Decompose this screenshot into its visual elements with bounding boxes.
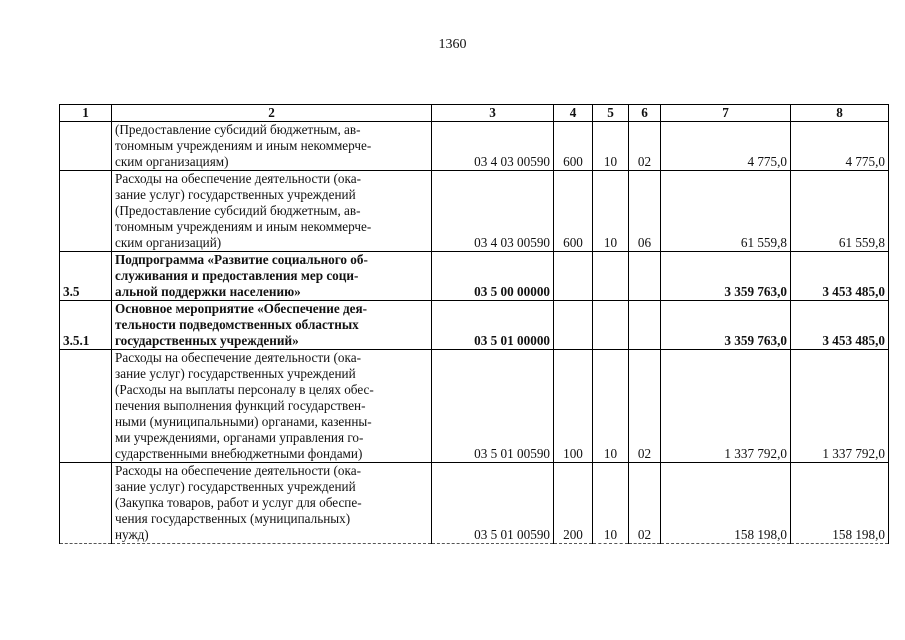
header-cell: 3 (432, 105, 554, 122)
description-line: ными (муниципальными) органами, казенны- (115, 414, 372, 429)
description-line: Подпрограмма «Развитие социального об- (115, 252, 368, 267)
row-sum-2: 3 453 485,0 (791, 301, 889, 350)
description-line: (Предоставление субсидий бюджетным, ав- (115, 122, 361, 137)
description-line: тельности подведомственных областных (115, 317, 359, 332)
row-code: 03 5 01 00000 (432, 301, 554, 350)
table-row (60, 171, 889, 252)
header-cell: 1 (60, 105, 112, 122)
table-body (60, 122, 889, 544)
description-line: Расходы на обеспечение деятельности (ока- (115, 350, 361, 365)
row-vr (554, 301, 593, 350)
description-line: Основное мероприятие «Обеспечение дея- (115, 301, 368, 316)
row-description (112, 171, 432, 252)
row-code: 03 4 03 00590 (432, 171, 554, 252)
row-code: 03 5 01 00590 (432, 350, 554, 463)
table-row (60, 252, 889, 301)
description-line: альной поддержки населению» (115, 284, 301, 299)
description-line: зание услуг) государственных учреждений (115, 479, 356, 494)
row-rz (593, 252, 629, 301)
row-description (112, 350, 432, 463)
description-line: (Расходы на выплаты персоналу в целях обес- (115, 382, 374, 397)
header-cell: 6 (629, 105, 661, 122)
row-number (60, 463, 112, 544)
row-sum-1: 4 775,0 (661, 122, 791, 171)
description-line: зание услуг) государственных учреждений (115, 366, 356, 381)
row-number (60, 350, 112, 463)
row-number: 3.5.1 (60, 301, 112, 350)
description-line: государственных учреждений» (115, 333, 299, 348)
table-row (60, 350, 889, 463)
row-vr (554, 252, 593, 301)
description-line: тономным учреждениям и иным некоммерче- (115, 138, 372, 153)
row-code: 03 5 01 00590 (432, 463, 554, 544)
row-rz: 10 (593, 350, 629, 463)
row-rz (593, 301, 629, 350)
header-cell: 4 (554, 105, 593, 122)
description-line: служивания и предоставления мер соци- (115, 268, 359, 283)
header-row (60, 105, 889, 122)
description-line: ским организациям) (115, 154, 229, 169)
row-sum-2: 4 775,0 (791, 122, 889, 171)
row-sum-2: 61 559,8 (791, 171, 889, 252)
row-pr: 02 (629, 463, 661, 544)
row-pr: 02 (629, 122, 661, 171)
row-vr: 200 (554, 463, 593, 544)
row-rz: 10 (593, 171, 629, 252)
table-row (60, 463, 889, 544)
row-sum-2: 3 453 485,0 (791, 252, 889, 301)
description-line: тономным учреждениям и иным некоммерче- (115, 219, 372, 234)
row-number (60, 122, 112, 171)
row-sum-2: 1 337 792,0 (791, 350, 889, 463)
header-cell: 7 (661, 105, 791, 122)
row-description (112, 252, 432, 301)
description-line: Расходы на обеспечение деятельности (ока- (115, 171, 361, 186)
row-vr: 600 (554, 122, 593, 171)
row-number (60, 171, 112, 252)
row-vr: 100 (554, 350, 593, 463)
row-rz: 10 (593, 463, 629, 544)
row-code: 03 4 03 00590 (432, 122, 554, 171)
budget-table (59, 104, 889, 544)
page-number: 1360 (438, 37, 467, 52)
row-pr (629, 252, 661, 301)
header-cell: 2 (112, 105, 432, 122)
row-rz: 10 (593, 122, 629, 171)
row-number: 3.5 (60, 252, 112, 301)
description-line: зание услуг) государственных учреждений (115, 187, 356, 202)
header-cell: 5 (593, 105, 629, 122)
row-sum-1: 3 359 763,0 (661, 301, 791, 350)
row-description (112, 463, 432, 544)
row-code: 03 5 00 00000 (432, 252, 554, 301)
row-pr (629, 301, 661, 350)
description-line: (Предоставление субсидий бюджетным, ав- (115, 203, 361, 218)
table-row (60, 122, 889, 171)
row-pr: 02 (629, 350, 661, 463)
description-line: сударственными внебюджетными фондами) (115, 446, 363, 461)
description-line: ми учреждениями, органами управления го- (115, 430, 364, 445)
row-description (112, 301, 432, 350)
description-line: Расходы на обеспечение деятельности (ока- (115, 463, 361, 478)
description-line: чения государственных (муниципальных) (115, 511, 351, 526)
description-line: (Закупка товаров, работ и услуг для обеспе- (115, 495, 362, 510)
row-description (112, 122, 432, 171)
row-sum-1: 1 337 792,0 (661, 350, 791, 463)
row-vr: 600 (554, 171, 593, 252)
row-sum-1: 3 359 763,0 (661, 252, 791, 301)
row-sum-1: 61 559,8 (661, 171, 791, 252)
table-row (60, 301, 889, 350)
row-sum-2: 158 198,0 (791, 463, 889, 544)
description-line: ским организаций) (115, 235, 222, 250)
description-line: печения выполнения функций государствен- (115, 398, 366, 413)
description-line: нужд) (115, 527, 149, 542)
header-cell: 8 (791, 105, 889, 122)
row-pr: 06 (629, 171, 661, 252)
row-sum-1: 158 198,0 (661, 463, 791, 544)
